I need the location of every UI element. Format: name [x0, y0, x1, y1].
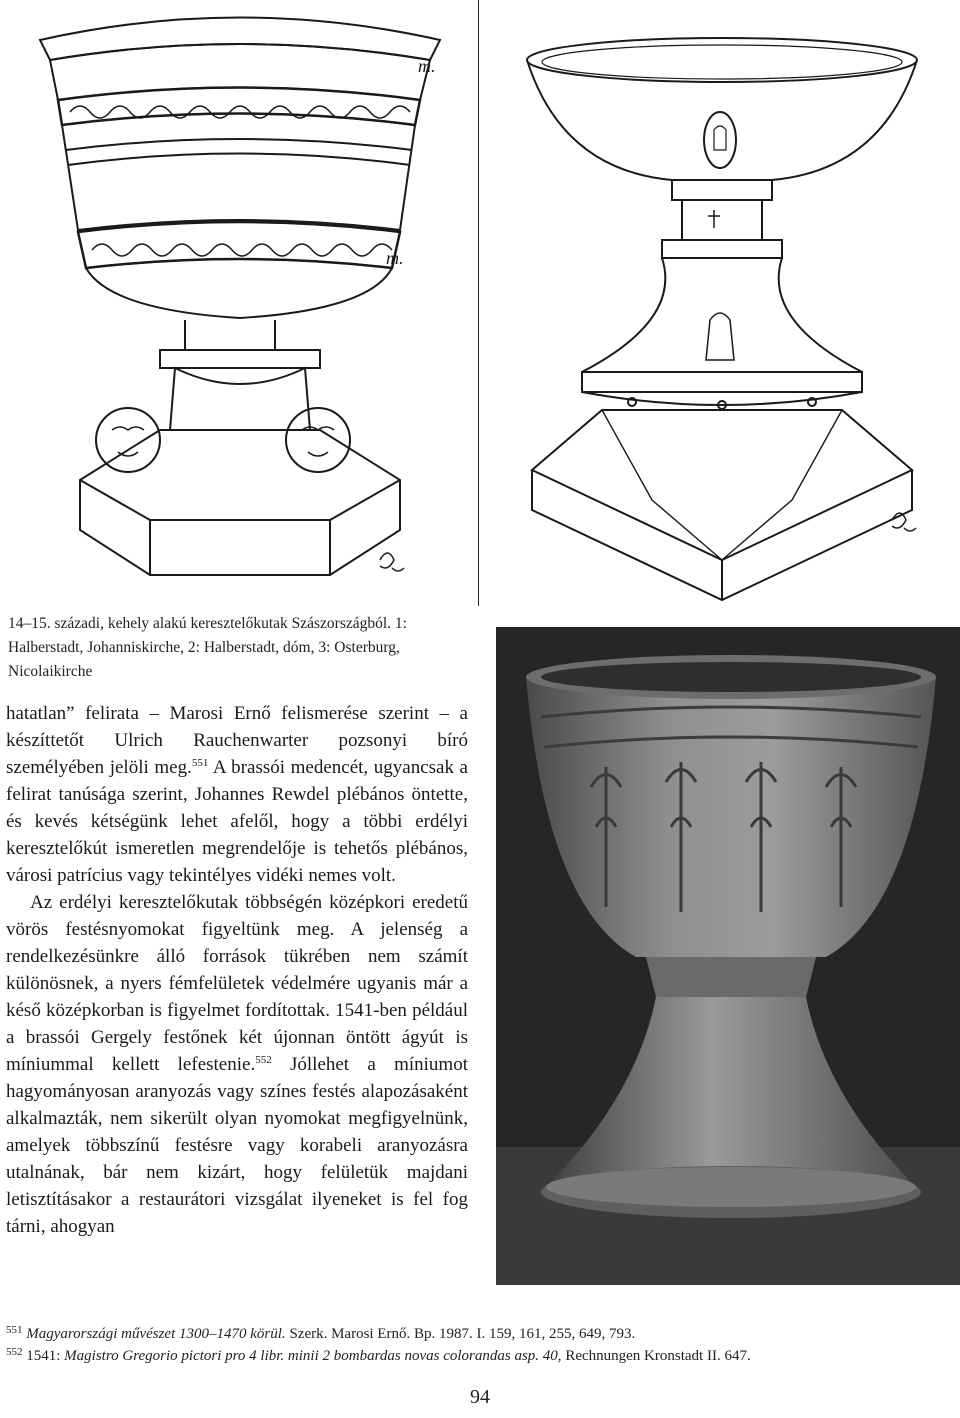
footnote-text: Szerk. Marosi Ernő. Bp. 1987. I. 159, 161, 255, 649, 793. [285, 1326, 636, 1342]
paragraph-2-part-a: Az erdélyi keresztelőkutak többségén középkori eredetű vörös festésnyomokat figyeltünk meg. A jelenség a rendelkezésünkre álló források tükrében nem számít különösnek, a nyers fémfelületek védelmére ugyanis már a késő középkorban is figyelmet fordítottak. 1541-ben például a brassói Gergely festőnek két újonnan öntött ágyút is míniummal kellett lefestenie. [6, 892, 468, 1075]
footnote [6, 1345, 926, 1367]
footnotes [6, 1323, 926, 1367]
figure-mark-label: m. [386, 248, 404, 268]
footnote-number: 552 [6, 1346, 23, 1358]
figure-mark-label: m. [418, 56, 436, 76]
footnote-title: Magyarországi művészet 1300–1470 körül. [26, 1326, 286, 1342]
page-number: 94 [470, 1386, 490, 1408]
footnote-quote: Magistro Gregorio pictori pro 4 libr. minii 2 bombardas novas colorandas asp. 40, [64, 1348, 562, 1364]
figure-drawing-halberstadt-dom [482, 0, 960, 606]
figure-caption: 14–15. századi, kehely alakú keresztelőkutak Szászországból. 1: Halberstadt, Johanniskirche, 2: Halberstadt, dóm, 3: Osterburg, Nicolaikirche [8, 615, 407, 680]
paragraph-2-part-b: Jóllehet a míniumot hagyományosan aranyozás vagy színes festés alapozásaként alkalmazták, nem sikerült olyan nyomokat megfigyelnünk, amelyek többszínű festésre vagy korabeli aranyozásra utalnának, bár nem kizárt, hogy felületük majdani letisztításakor a restaurátori vizsgálat ilyeneket is fel fog tárni, ahogyan [6, 1054, 468, 1237]
footnote [6, 1323, 926, 1345]
footnote-number: 551 [6, 1324, 23, 1336]
paragraph-1-part-b: A brassói medencét, ugyancsak a felirat tanúsága szerint, Johannes Rewdel plébános öntette, és kevés kétségünk lehet afelől, hogy a többi erdélyi keresztelőkút ismeretlen megrendelője is tehetős plébános, városi patrícius vagy tekintélyes vidéki nemes volt. [6, 757, 468, 886]
footnote-lead: 1541: [26, 1348, 65, 1364]
figure-drawing-halberstadt-johanniskirche [0, 0, 479, 606]
footnote-text: Rechnungen Kronstadt II. 647. [561, 1348, 751, 1364]
footnote-reference: 551 [191, 757, 209, 769]
figure-photo-osterburg-nicolaikirche [496, 627, 960, 1285]
body-text [6, 700, 468, 1240]
footnote-reference: 552 [255, 1054, 272, 1066]
paragraph-1-part-a: hatatlan” felirata – Marosi Ernő felismerése szerint – a készíttetőt Ulrich Rauchenwarter pozsonyi bíró személyében jelöli meg. [6, 703, 468, 778]
